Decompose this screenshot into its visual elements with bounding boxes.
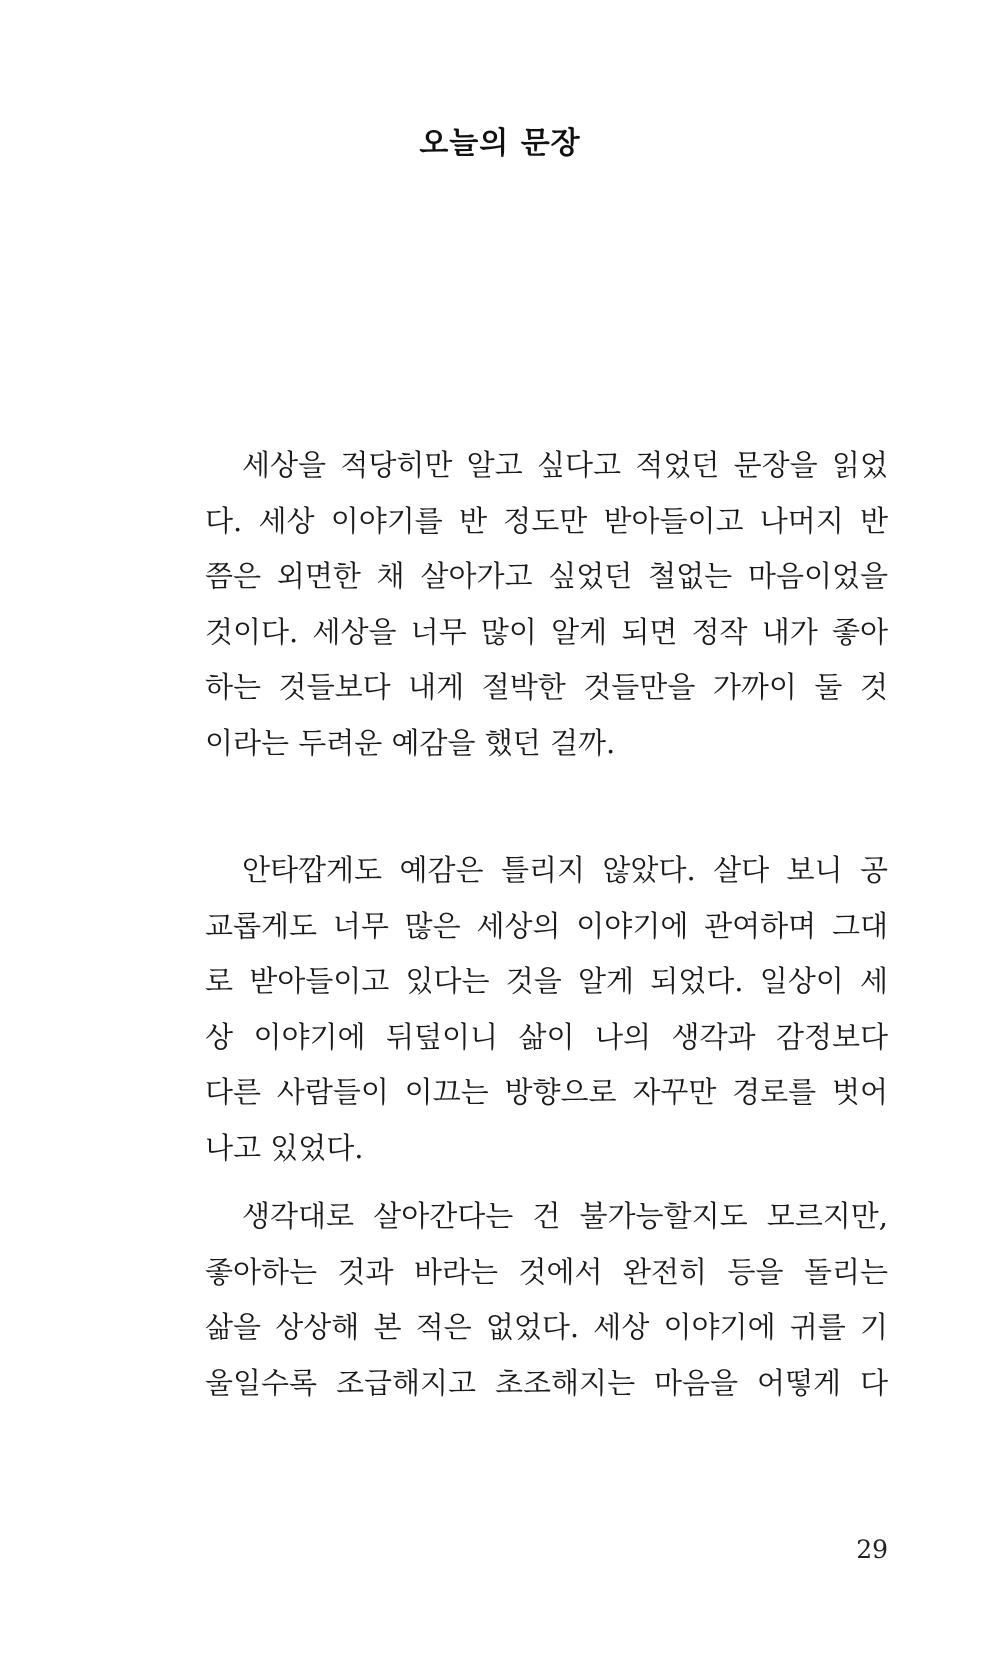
- running-header-title: 오늘의 문장: [419, 126, 581, 161]
- text-line: 울일수록 조급해지고 초조해지는 마음을 어떻게 다: [205, 1365, 888, 1400]
- text-line: 나고 있었다.: [205, 1130, 364, 1165]
- text-line: 로 받아들이고 있다는 것을 알게 되었다. 일상이 세: [205, 964, 888, 998]
- text-line: 생각대로 살아간다는 건 불가능할지도 모르지만,: [242, 1199, 888, 1233]
- text-line: 쯤은 외면한 채 살아가고 싶었던 철없는 마음이었을: [205, 559, 888, 593]
- text-line: 것이다. 세상을 너무 많이 알게 되면 정작 내가 좋아: [205, 614, 888, 649]
- text-line: 하는 것들보다 내게 절박한 것들만을 가까이 둘 것: [205, 670, 888, 704]
- text-line: 교롭게도 너무 많은 세상의 이야기에 관여하며 그대: [205, 908, 888, 943]
- paragraph-2: [205, 843, 888, 1176]
- page-number: 29: [856, 1535, 888, 1564]
- text-line: 이라는 두려운 예감을 했던 걸까.: [205, 725, 616, 760]
- text-line: 상 이야기에 뒤덮이니 삶이 나의 생각과 감정보다: [205, 1019, 888, 1054]
- paragraph-3: [205, 1189, 888, 1411]
- text-line: 다. 세상 이야기를 반 정도만 받아들이고 나머지 반: [205, 503, 888, 538]
- text-line: 세상을 적당히만 알고 싶다고 적었던 문장을 읽었: [242, 448, 888, 482]
- text-line: 다른 사람들이 이끄는 방향으로 자꾸만 경로를 벗어: [205, 1075, 888, 1109]
- text-line: 좋아하는 것과 바라는 것에서 완전히 등을 돌리는: [205, 1254, 888, 1289]
- paragraph-1: [205, 438, 888, 771]
- text-line: 안타깝게도 예감은 틀리지 않았다. 살다 보니 공: [242, 853, 888, 887]
- text-line: 삶을 상상해 본 적은 없었다. 세상 이야기에 귀를 기: [205, 1310, 888, 1344]
